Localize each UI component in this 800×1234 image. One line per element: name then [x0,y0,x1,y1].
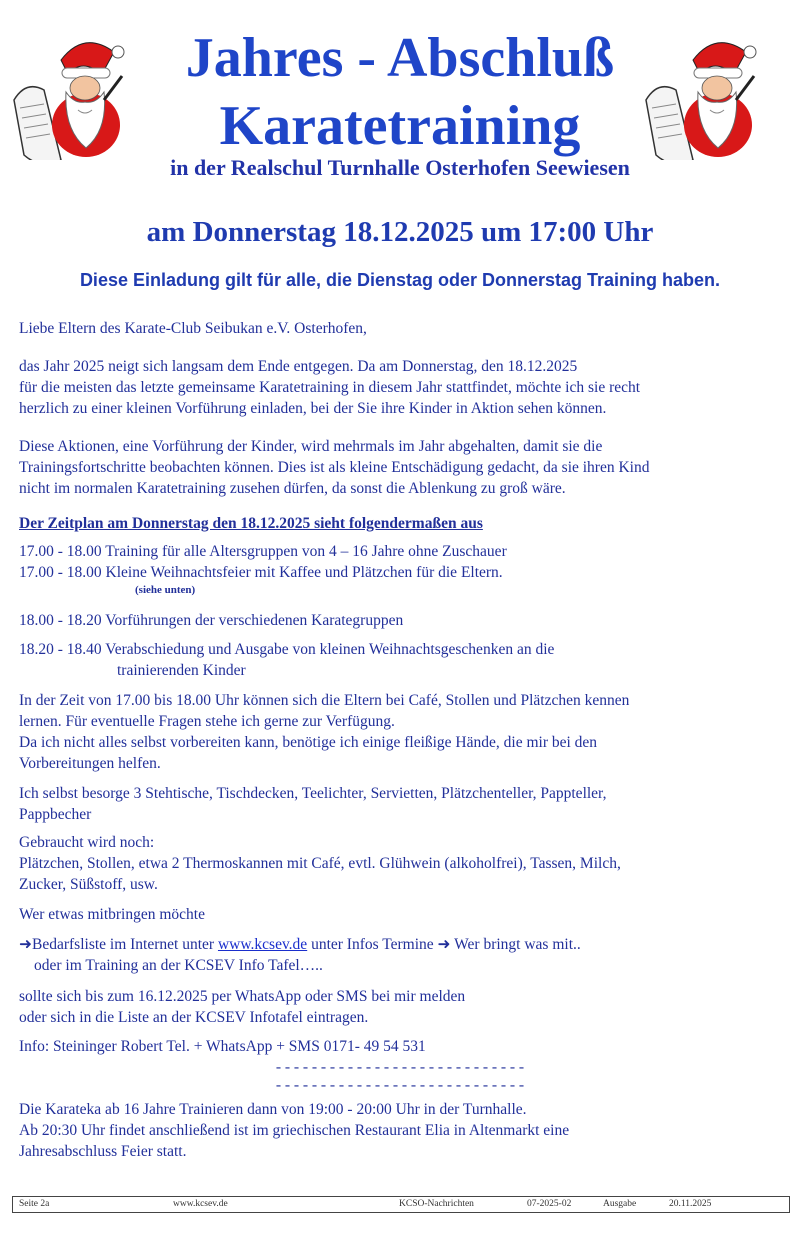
greeting: Liebe Eltern des Karate-Club Seibukan e.V. Osterhofen, [19,320,367,337]
paragraph-needed: Gebraucht wird noch: Plätzchen, Stollen, etwa 2 Thermoskannen mit Café, evtl. Glühwein (alkoholfrei), Tassen, Milch, Zucker, Süßstoff, usw. [19,834,621,893]
footer-date: 20.11.2025 [669,1199,712,1209]
schedule-note: (siehe unten) [135,584,196,596]
schedule-list: 17.00 - 18.00 Training für alle Altersgruppen von 4 – 16 Jahre ohne Zuschauer 17.00 - 18.00 Kleine Weihnachtsfeier mit Kaffee und Plätzchen für die Eltern. (siehe unten) [19,541,789,597]
website-link[interactable]: www.kcsev.de [217,936,308,953]
paragraph-register: sollte sich bis zum 16.12.2025 per WhatsApp oder SMS bei mir melden oder sich in die Liste an der KCSEV Infotafel eintragen. [19,988,466,1026]
footer-publication: KCSO-Nachrichten [399,1199,474,1209]
footer-page: Seite 2a [19,1199,50,1209]
footer-site: www.kcsev.de [173,1199,228,1209]
title-line-1: Jahres - Abschluß [185,27,615,89]
event-date: am Donnerstag 18.12.2025 um 17:00 Uhr [146,216,654,248]
page-footer [12,1196,790,1213]
paragraph-supplies: Ich selbst besorge 3 Stehtische, Tischdecken, Teelichter, Servietten, Plätzchenteller, Pappteller, Pappbecher [19,785,607,823]
location-subtitle: in der Realschul Turnhalle Osterhofen Seewiesen [170,155,630,180]
footer-issue: 07-2025-02 [527,1199,572,1209]
invitation-note: Diese Einladung gilt für alle, die Dienstag oder Donnerstag Training haben. [79,270,721,290]
divider-dashes-2: ---------------------------- [273,1078,527,1095]
right-arrow-icon: ➜ [437,936,451,953]
divider-dashes-1: ---------------------------- [273,1060,527,1077]
paragraph-bring: Wer etwas mitbringen möchte [19,906,205,923]
schedule-heading: Der Zeitplan am Donnerstag den 18.12.2025 sieht folgendermaßen aus [19,515,483,532]
schedule-item-3: 18.00 - 18.20 Vorführungen der verschiedenen Karategruppen [19,612,404,629]
schedule-item-4: 18.20 - 18.40 Verabschiedung und Ausgabe von kleinen Weihnachtsgeschenken an die trainierenden Kinder [19,641,555,679]
title-line-2: Karatetraining [219,95,581,157]
contact-info: Info: Steininger Robert Tel. + WhatsApp + SMS 0171- 49 54 531 [19,1038,426,1055]
paragraph-intro: das Jahr 2025 neigt sich langsam dem Ende entgegen. Da am Donnerstag, den 18.12.2025 für die meisten das letzte gemeinsame Karatetraining in diesem Jahr stattfindet, möchte ich sie recht herzlich zu einer kleinen Vorführung einladen, bei der Sie ihre Kinder in Aktion sehen können. [19,358,641,417]
right-arrow-icon: ➜ [19,936,32,953]
footer-edition-label: Ausgabe [603,1199,637,1209]
paragraph-meeting: In der Zeit von 17.00 bis 18.00 Uhr können sich die Eltern bei Café, Stollen und Plätzchen kennen lernen. Für eventuelle Fragen stehe ich gerne zur Verfügung. Da ich nicht alles selbst vorbereiten kann, benötige ich einige fleißige Hände, die mir bei den Vorbereitungen helfen. [19,692,630,772]
paragraph-actions: Diese Aktionen, eine Vorführung der Kinder, wird mehrmals im Jahr abgehalten, damit sie die Trainingsfortschritte beobachten können. Dies ist als kleine Entschädigung gedacht, da sie ihren Kind nicht im normalen Karatetraining zusehen dürfen, da sonst die Ablenkung zu groß wäre. [19,438,650,497]
bedarfsliste: ➜Bedarfsliste im Internet unter www.kcsev.de unter Infos Termine ➜ Wer bringt was mit.. oder im Training an der KCSEV Info Tafel….. [19,936,581,974]
paragraph-evening: Die Karateka ab 16 Jahre Trainieren dann von 19:00 - 20:00 Uhr in der Turnhalle. Ab 20:30 Uhr findet anschließend ist im griechischen Restaurant Elia in Altenmarkt eine Jahresabschluss Feier statt. [19,1101,570,1160]
